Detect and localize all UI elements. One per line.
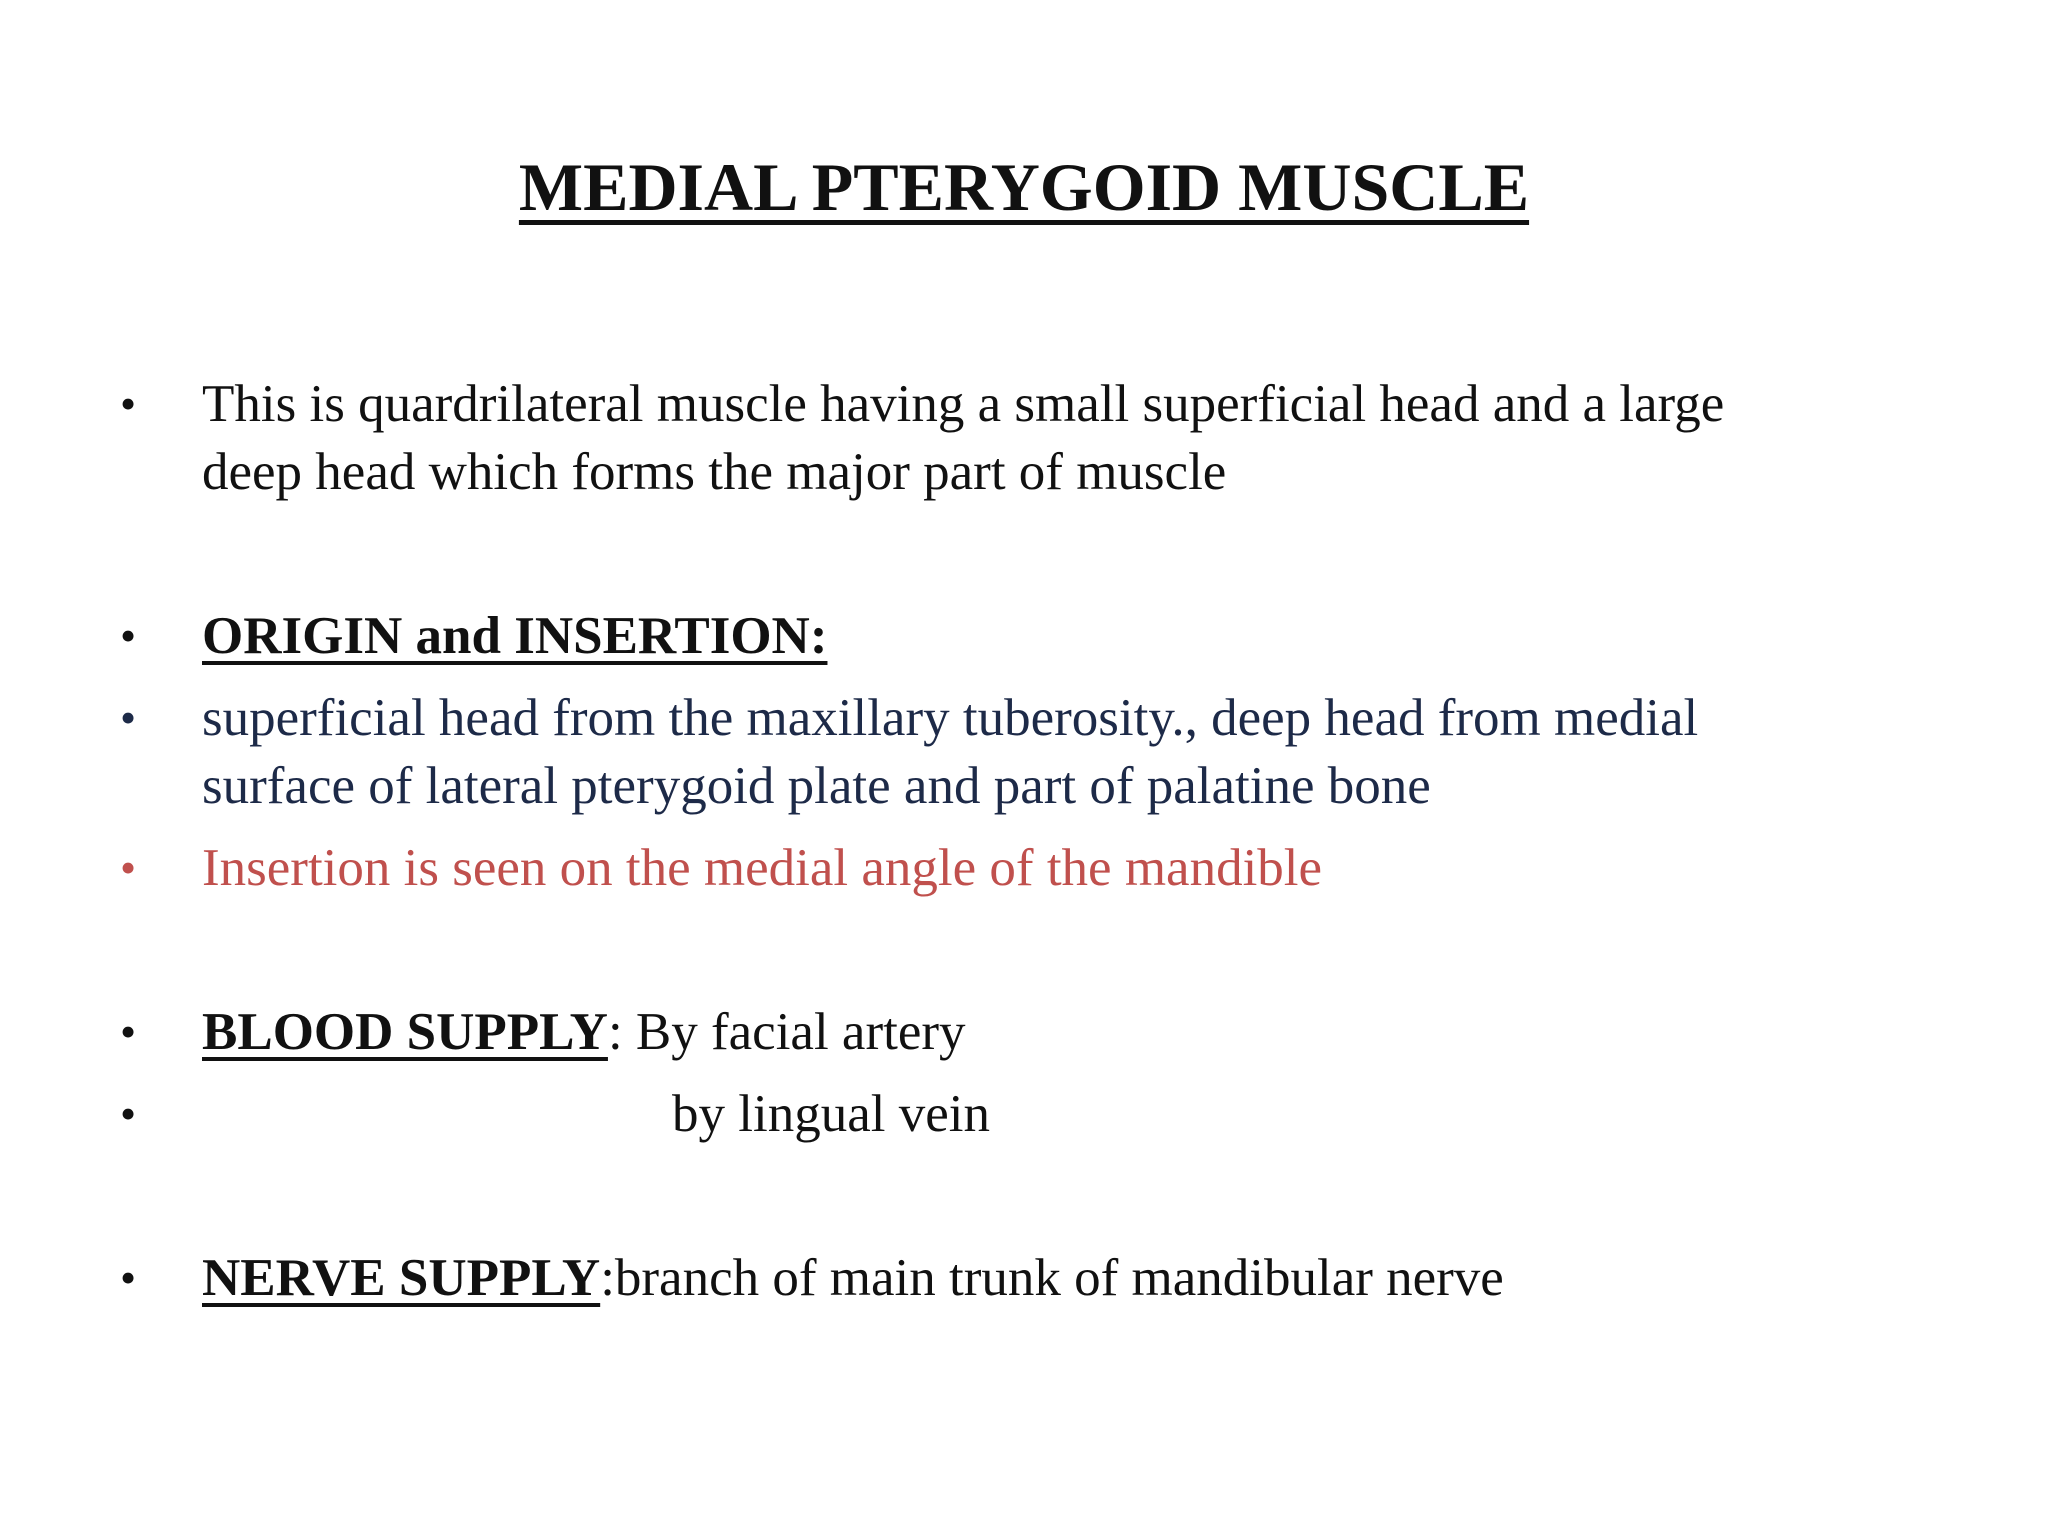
blood-supply-vein: by lingual vein <box>672 1085 990 1143</box>
bullet-dot: • <box>120 610 137 661</box>
bullet-nerve-supply <box>120 1244 1920 1312</box>
slide-title: MEDIAL PTERYGOID MUSCLE <box>518 149 1530 225</box>
bullet-dot: • <box>120 692 137 743</box>
blood-supply-artery: : By facial artery <box>607 1003 966 1061</box>
bullet-dot: • <box>120 1252 137 1303</box>
origin-insertion-heading: ORIGIN and INSERTION: <box>202 607 828 665</box>
intro-line-2: deep head which forms the major part of muscle <box>202 443 1227 501</box>
nerve-supply-text: :branch of main trunk of mandibular nerve <box>600 1249 1504 1307</box>
bullet-dot: • <box>120 1006 137 1057</box>
origin-line-2: surface of lateral pterygoid plate and part of palatine bone <box>202 757 1431 815</box>
blood-supply-heading: BLOOD SUPPLY <box>202 1003 608 1061</box>
bullet-dot: • <box>120 1088 137 1139</box>
bullet-origin-heading <box>120 602 1920 670</box>
bullet-blood-supply <box>120 998 1920 1066</box>
bullet-blood-vein <box>120 1080 1920 1148</box>
insertion-text: Insertion is seen on the medial angle of the mandible <box>202 839 1323 897</box>
bullet-list <box>120 370 1920 1312</box>
bullet-insertion <box>120 834 1920 902</box>
bullet-intro <box>120 370 1920 506</box>
nerve-supply-heading: NERVE SUPPLY <box>202 1249 601 1307</box>
origin-line-1: superficial head from the maxillary tuberosity., deep head from medial <box>202 689 1699 747</box>
bullet-dot: • <box>120 842 137 893</box>
bullet-dot: • <box>120 378 137 429</box>
intro-line-1: This is quardrilateral muscle having a small superficial head and a large <box>202 375 1725 433</box>
bullet-origin <box>120 684 1920 820</box>
